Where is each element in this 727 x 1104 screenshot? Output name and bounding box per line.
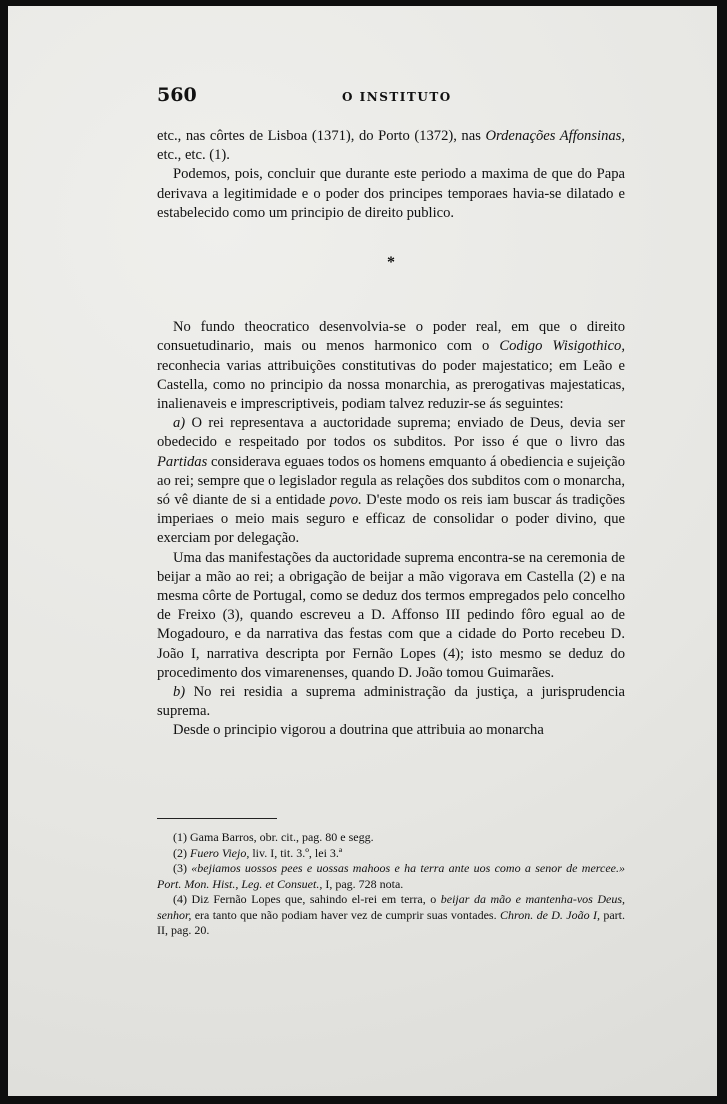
italic-title: Port. Mon. Hist., Leg. et Consuet., bbox=[157, 876, 323, 891]
page-number: 560 bbox=[157, 84, 197, 106]
italic-title: Fuero Viejo, bbox=[190, 845, 250, 860]
italic-title: Chron. de D. João I, bbox=[499, 907, 600, 922]
paragraph-5: Uma das manifestações da auctoridade suprema encontra-se na ceremonia de beijar a mão ao rei; a obrigação de beijar a mão vigorava em Castella (2) e na mesma côrte de Portugal, como se deduz dos termos empregados pelo concelho de Freixo (3), quando escreveu a D. Affonso III pedindo fôro egual ao de Mogadouro, e da narrativa das festas com que a cidade do Porto recebeu D. João I, narrativa descripta por Fernão Lopes (4); isto mesmo se deduz do procedimento dos vimarenenses, quando D. João tomou Guimarães. bbox=[157, 549, 625, 681]
italic-quote: «bejiamos uossos pees e uossas mahoos e ha terra ante uos como a senor de mercee.» bbox=[191, 861, 625, 875]
text-run: etc., etc. (1). bbox=[157, 147, 230, 164]
text-run: O rei representava a auctoridade suprema; enviado de Deus, devia ser obedecido e respeitado por todos os subditos. Por isso é que o livro das bbox=[157, 415, 625, 451]
footnote-rule bbox=[157, 818, 277, 819]
section-asterism: * bbox=[387, 254, 395, 272]
body-text bbox=[157, 127, 625, 741]
text-run: part. II, pag. 20. bbox=[157, 907, 626, 937]
text-run: era tanto que não podiam haver vez de cumprir suas vontades. bbox=[191, 907, 500, 922]
footnote-3 bbox=[157, 861, 625, 892]
text-run: etc., nas côrtes de Lisboa (1371), do Porto (1372), nas bbox=[157, 128, 486, 144]
page-header bbox=[157, 84, 627, 108]
text-run: I, pag. 728 nota. bbox=[322, 876, 404, 891]
paragraph-6 bbox=[157, 683, 625, 721]
footnote-2 bbox=[157, 846, 625, 862]
italic-quote: beijar da mão e mantenha-vos Deus, senhor, bbox=[157, 892, 625, 922]
text-run: D'este modo os reis iam buscar ás tradições imperiaes o meio mais seguro e efficaz de consolidar o poder divino, que exerciam por delegação. bbox=[157, 492, 625, 547]
text-run: (2) bbox=[173, 845, 190, 860]
text-run: considerava eguaes todos os homens emquanto á obediencia e sujeição ao rei; sempre que o legislador regula as relações dos subditos com o monarcha, só vê diante de si a entidade bbox=[157, 453, 625, 509]
footnote-1: (1) Gama Barros, obr. cit., pag. 80 e segg. bbox=[173, 830, 374, 844]
text-run: (3) bbox=[173, 861, 192, 875]
paragraph-7: Desde o principio vigorou a doutrina que attribuia ao monarcha bbox=[173, 722, 544, 739]
paragraph-2: Podemos, pois, concluir que durante este periodo a maxima de que do Papa derivava a legitimidade e o poder dos principes temporaes havia-se dilatado e estabelecido como um principio de direito publico. bbox=[157, 166, 625, 221]
running-title: O INSTITUTO bbox=[342, 90, 452, 104]
italic-word: povo. bbox=[329, 492, 362, 509]
paragraph-4 bbox=[157, 414, 625, 548]
text-run: reconhecia varias attribuições constitutivas do poder majestatico; em Leão e Castella, como no principio da nossa monarchia, as prerogativas majestaticas, inalienaveis e imprescriptiveis, podiam talvez reduzir-se ás seguintes: bbox=[157, 357, 625, 413]
text-run: No fundo theocratico desenvolvia-se o poder real, em que o direito consuetudinario, mais ou menos harmonico com o bbox=[157, 319, 625, 355]
italic-title: Ordenações Affonsinas, bbox=[485, 128, 625, 144]
item-label: a) bbox=[173, 415, 186, 432]
text-run: (4) Diz Fernão Lopes que, sahindo el-rei em terra, o bbox=[173, 892, 441, 906]
italic-title: Codigo Wisigothico, bbox=[499, 338, 625, 355]
footnotes bbox=[157, 830, 625, 939]
paragraph-1 bbox=[157, 127, 625, 165]
italic-title: Partidas bbox=[157, 453, 208, 470]
text-run: liv. I, tit. 3.º, lei 3.ª bbox=[249, 845, 343, 860]
text-run: No rei residia a suprema administração da justiça, a jurisprudencia suprema. bbox=[157, 684, 625, 720]
paragraph-3 bbox=[157, 318, 625, 414]
item-label: b) bbox=[173, 684, 186, 701]
footnote-4 bbox=[157, 892, 625, 939]
